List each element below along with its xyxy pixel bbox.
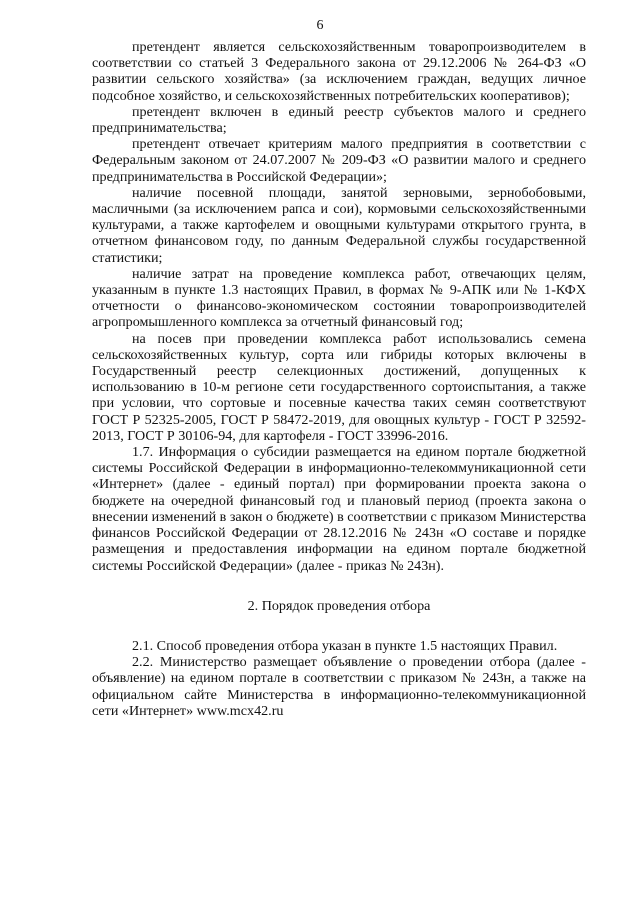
document-body — [92, 39, 586, 719]
criterion-sown-area: наличие посевной площади, занятой зерновыми, зернобобовыми, масличными (за исключением рапса и сои), кормовыми сельскохозяйственными культурами, а также картофелем и овощными культурами открытого грунта, в отчетном финансовом году, по данным Федеральной службы государственной статистики; — [92, 184, 586, 266]
criterion-agricultural-producer: претендент является сельскохозяйственным товаропроизводителем в соответствии со статьей 3 Федерального закона от 29.12.2006 № 264-ФЗ «О развитии сельского хозяйства» (за исключением граждан, ведущих личное подсобное хозяйство, и сельскохозяйственных потребительских кооперативов); — [92, 39, 586, 104]
criterion-seeds: на посев при проведении комплекса работ использовались семена сельскохозяйственных культур, сорта или гибриды которых включены в Государственный реестр селекционных достижений, допущенных к использованию в 10-м регионе сети государственного сортоиспытания, а также при условии, что сортовые и посевные качества таких семян соответствуют ГОСТ Р 52325-2005, ГОСТ Р 58472-2019, для овощных культур - ГОСТ Р 32592-2013, ГОСТ Р 30106-94, для картофеля - ГОСТ 33996-2016. — [92, 330, 586, 444]
criterion-costs: наличие затрат на проведение комплекса работ, отвечающих целям, указанным в пункте 1.3 настоящих Правил, в формах № 9-АПК или № 1-КФХ отчетности о финансово-экономическом состоянии товаропроизводителей агропромышленного комплекса за отчетный финансовый год; — [92, 265, 586, 331]
clause-1-7: 1.7. Информация о субсидии размещается на едином портале бюджетной системы Российской Федерации в информационно-телекоммуникационной сети «Интернет» (далее - единый портал) при формировании проекта закона о бюджете на очередной финансовый год и плановый период (проекта закона о внесении изменений в закон о бюджете) в соответствии с приказом Министерства финансов Российской Федерации от 28.12.2016 № 243н «О составе и порядке размещения и предоставления информации на едином портале бюджетной системы Российской Федерации» (далее - приказ № 243н). — [92, 444, 586, 574]
clause-2-1: 2.1. Способ проведения отбора указан в пункте 1.5 настоящих Правил. — [132, 637, 558, 654]
criterion-small-enterprise: претендент отвечает критериям малого предприятия в соответствии с Федеральным законом от 24.07.2007 № 209-ФЗ «О развитии малого и среднего предпринимательства в Российской Федерации»; — [92, 136, 586, 185]
clause-2-2: 2.2. Министерство размещает объявление о проведении отбора (далее - объявление) на едином портале в соответствии с приказом № 243н, а также на официальном сайте Министерства в информационно-телекоммуникационной сети «Интернет» www.mcx42.ru — [92, 654, 586, 719]
criterion-sme-registry: претендент включен в единый реестр субъектов малого и среднего предпринимательства; — [92, 103, 586, 137]
section-2-heading: 2. Порядок проведения отбора — [247, 597, 431, 614]
page-number: 6 — [316, 18, 324, 33]
